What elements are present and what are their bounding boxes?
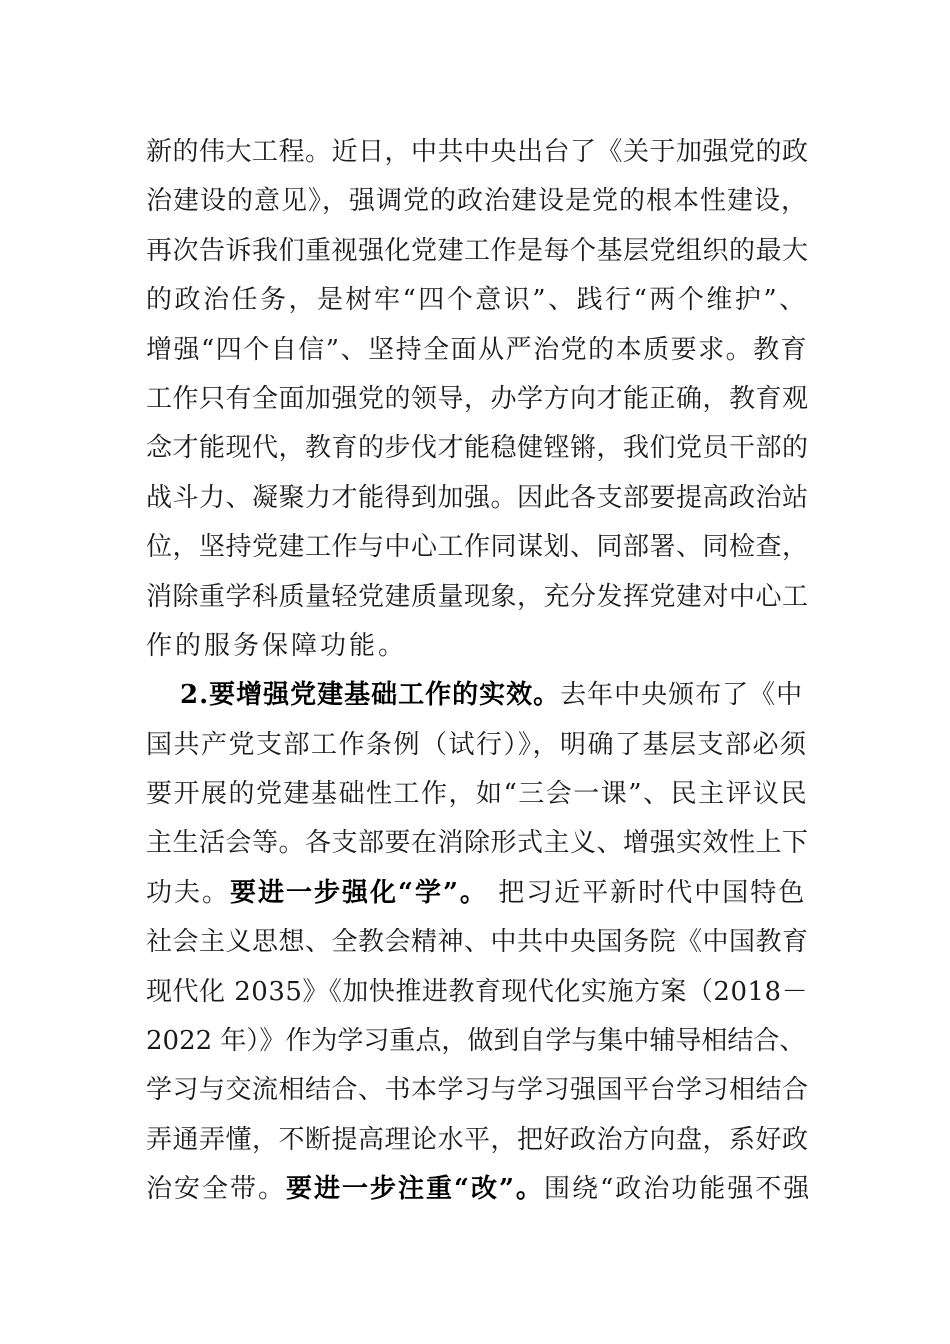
text-line — [146, 424, 810, 473]
text-segment: 围绕“政治功能强不强 — [543, 1174, 812, 1205]
text-segment: 作的服务保障功能。 — [146, 630, 408, 661]
text-line — [146, 819, 810, 868]
text-segment: 功夫。 — [146, 877, 231, 908]
bold-heading-segment: 2.要增强党建基础工作的实效。 — [180, 680, 561, 711]
text-segment: 2022 年）》作为学习重点，做到自学与集中辅导相结合、 — [146, 1026, 806, 1057]
text-line — [146, 918, 810, 967]
text-line — [146, 276, 810, 325]
text-segment: 治建设的意见》，强调党的政治建设是党的根本性建设， — [146, 186, 809, 217]
text-segment: 念才能现代，教育的步伐才能稳健铿锵，我们党员干部的 — [146, 433, 809, 464]
text-segment: 现代化 2035》《加快推进教育现代化实施方案（2018－ — [146, 976, 809, 1007]
text-line — [146, 573, 810, 622]
text-line — [146, 177, 810, 226]
text-segment: 弄通弄懂，不断提高理论水平，把好政治方向盘，系好政 — [146, 1124, 809, 1155]
text-line — [146, 869, 810, 918]
text-segment: 新的伟大工程。近日，中共中央出台了《关于加强党的政 — [146, 137, 809, 167]
text-line — [146, 1165, 810, 1214]
text-line — [146, 770, 810, 819]
text-line — [146, 968, 810, 1017]
text-segment: 治安全带。 — [146, 1174, 287, 1205]
text-segment: 把习近平新时代中国特色 — [487, 877, 807, 908]
text-line — [146, 622, 810, 671]
text-segment: 战斗力、凝聚力才能得到加强。因此各支部要提高政治站 — [146, 482, 809, 513]
text-segment: 学习与交流相结合、书本学习与学习强国平台学习相结合 — [146, 1075, 809, 1106]
text-line — [146, 128, 810, 177]
text-line — [146, 227, 810, 276]
text-line — [146, 1017, 810, 1066]
text-segment: 要开展的党建基础性工作，如“三会一课”、民主评议民 — [146, 779, 809, 810]
text-segment: 社会主义思想、全教会精神、中共中央国务院《中国教育 — [146, 927, 809, 958]
text-segment: 位，坚持党建工作与中心工作同谋划、同部署、同检查， — [146, 532, 809, 563]
document-body — [146, 128, 810, 1215]
text-segment: 的政治任务，是树牢“四个意识”、践行“两个维护”、 — [146, 285, 808, 316]
text-line — [146, 375, 810, 424]
text-segment: 主生活会等。各支部要在消除形式主义、增强实效性上下 — [146, 828, 809, 859]
text-line — [146, 671, 810, 720]
text-segment: 去年中央颁布了《中 — [560, 680, 804, 711]
text-line — [146, 474, 810, 523]
text-line — [146, 1116, 810, 1165]
text-line — [146, 721, 810, 770]
text-segment: 消除重学科质量轻党建质量现象，充分发挥党建对中心工 — [146, 581, 809, 612]
text-line — [146, 523, 810, 572]
text-segment: 工作只有全面加强党的领导，办学方向才能正确，教育观 — [146, 383, 809, 414]
text-segment: 再次告诉我们重视强化党建工作是每个基层党组织的最大 — [146, 235, 809, 266]
text-line — [146, 326, 810, 375]
text-segment: 增强“四个自信”、坚持全面从严治党的本质要求。教育 — [146, 334, 809, 365]
bold-heading-segment: 要进一步注重“改”。 — [286, 1174, 544, 1205]
bold-heading-segment: 要进一步强化“学”。 — [230, 877, 488, 908]
text-segment: 国共产党支部工作条例（试行）》，明确了基层支部必须 — [146, 729, 808, 760]
text-line — [146, 1066, 810, 1115]
